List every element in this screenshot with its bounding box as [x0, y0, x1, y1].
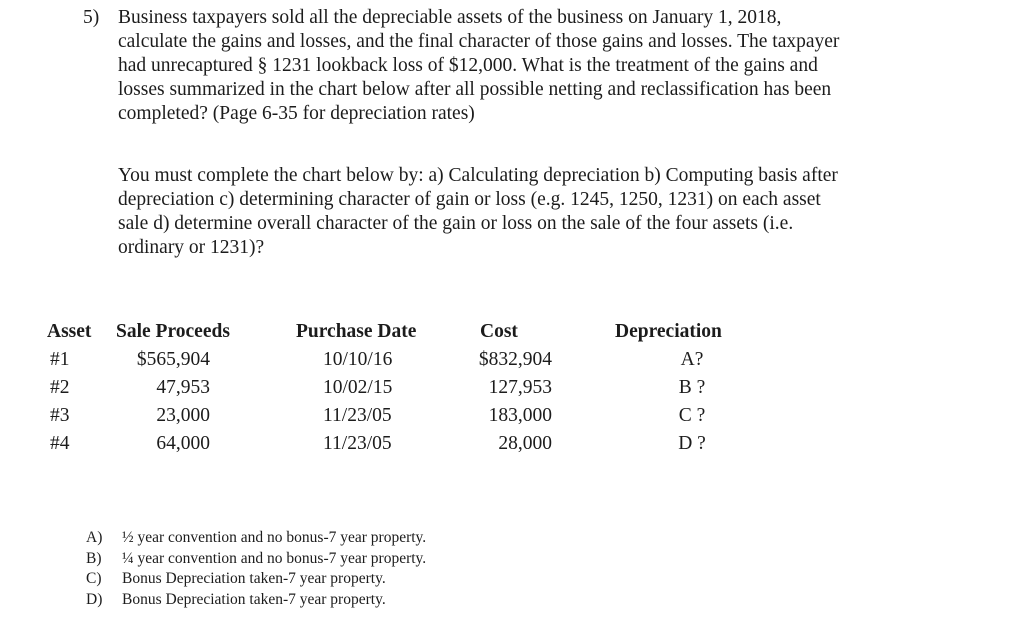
note-letter: C): [86, 570, 102, 587]
note-text: Bonus Depreciation taken-7 year property.: [122, 590, 386, 608]
cell-depreciation: D ?: [678, 433, 706, 454]
note-item: [86, 528, 426, 549]
note-text: Bonus Depreciation taken-7 year property.: [122, 570, 386, 587]
note-letter: A): [86, 529, 103, 546]
note-text: ¼ year convention and no bonus-7 year property.: [122, 549, 427, 567]
cell-sale-proceeds: 64,000: [156, 433, 210, 454]
note-item: [86, 549, 426, 570]
cell-cost: 183,000: [488, 405, 552, 426]
note-letter: D): [86, 590, 103, 608]
cell-purchase-date: 10/02/15: [323, 377, 393, 398]
question-text: [118, 6, 839, 126]
header-purchase-date: Purchase Date: [296, 321, 417, 342]
instructions-text: [118, 164, 838, 260]
cell-sale-proceeds: $565,904: [136, 349, 210, 370]
cell-asset: #4: [50, 433, 70, 454]
cell-purchase-date: 11/23/05: [323, 433, 392, 454]
cell-cost: $832,904: [478, 349, 552, 370]
instructions-line: depreciation c) determining character of gain or loss (e.g. 1245, 1250, 1231) on each asset: [118, 189, 821, 210]
depreciation-notes: [86, 528, 426, 610]
header-depreciation: Depreciation: [615, 321, 722, 342]
cell-asset: #2: [50, 377, 70, 398]
question-line: calculate the gains and losses, and the final character of those gains and losses. The taxpayer: [118, 31, 840, 52]
question-line: Business taxpayers sold all the depreciable assets of the business on January 1, 2018,: [118, 7, 782, 28]
note-letter: B): [86, 549, 102, 567]
question-line: completed? (Page 6-35 for depreciation rates): [118, 103, 475, 124]
question-number: 5): [83, 7, 100, 28]
question-line: losses summarized in the chart below after all possible netting and reclassification has been: [118, 79, 832, 100]
instructions-line: ordinary or 1231)?: [118, 237, 265, 258]
cell-sale-proceeds: 23,000: [156, 405, 210, 426]
header-asset: Asset: [47, 321, 92, 342]
cell-purchase-date: 10/10/16: [323, 349, 393, 370]
cell-cost: 127,953: [488, 377, 552, 398]
question-line: had unrecaptured § 1231 lookback loss of $12,000. What is the treatment of the gains and: [118, 55, 818, 76]
instructions-line: You must complete the chart below by: a) Calculating depreciation b) Computing basis after: [118, 165, 838, 186]
note-text: ½ year convention and no bonus-7 year property.: [122, 529, 427, 546]
cell-depreciation: B ?: [678, 377, 706, 398]
cell-depreciation: A?: [680, 349, 704, 370]
cell-sale-proceeds: 47,953: [156, 377, 210, 398]
cell-purchase-date: 11/23/05: [323, 405, 392, 426]
note-item: [86, 569, 426, 590]
note-item: [86, 590, 426, 611]
cell-asset: #3: [50, 405, 70, 426]
cell-depreciation: C ?: [678, 405, 706, 426]
cell-cost: 28,000: [498, 433, 552, 454]
header-sale-proceeds: Sale Proceeds: [116, 321, 230, 342]
cell-asset: #1: [50, 349, 70, 370]
header-cost: Cost: [480, 321, 518, 342]
instructions-line: sale d) determine overall character of the gain or loss on the sale of the four assets (i.e.: [118, 213, 794, 234]
